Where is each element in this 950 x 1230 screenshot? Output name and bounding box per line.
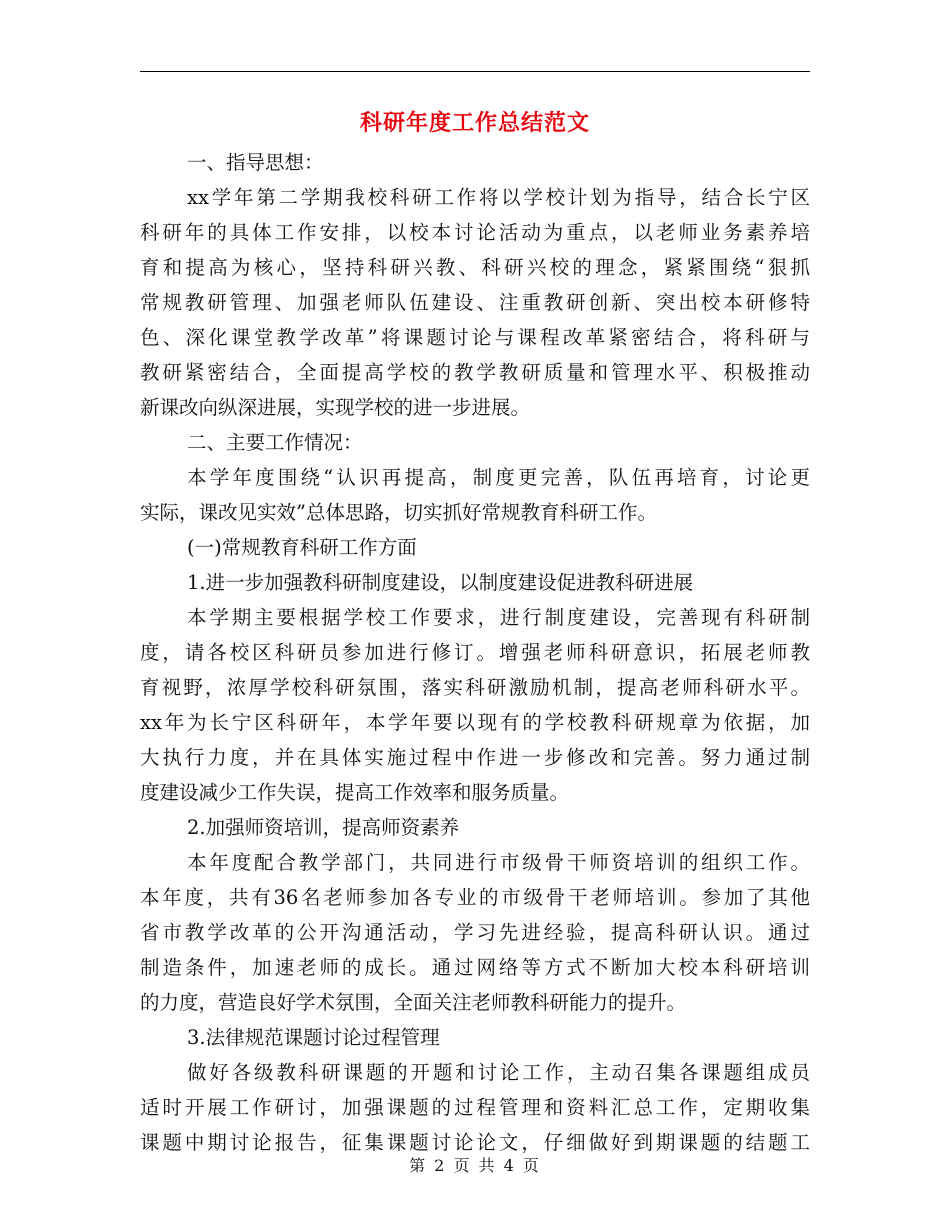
- header-rule: [140, 71, 810, 72]
- text-line: 的力度，营造良好学术氛围，全面关注老师教科研能力的提升。: [140, 991, 687, 1014]
- text-line: 色、深化课堂教学改革”将课题讨论与课程改革紧密结合，将科研与: [140, 326, 810, 349]
- text-line: 1.进一步加强教科研制度建设，以制度建设促进教科研进展: [187, 571, 694, 594]
- text-line: xx年为长宁区科研年，本学年要以现有的学校教科研规章为依据，加: [140, 711, 810, 734]
- text-line: 本学期主要根据学校工作要求，进行制度建设，完善现有科研制: [187, 606, 810, 629]
- text-line: 科研年的具体工作安排，以校本讨论活动为重点，以老师业务素养培: [140, 221, 810, 244]
- text-line: 本学年度围绕“认识再提高，制度更完善，队伍再培育，讨论更: [187, 466, 810, 489]
- text-line: 育视野，浓厚学校科研氛围，落实科研激励机制，提高老师科研水平。: [140, 676, 810, 699]
- text-line: 做好各级教科研课题的开题和讨论工作，主动召集各课题组成员: [187, 1061, 810, 1084]
- text-line: xx学年第二学期我校科研工作将以学校计划为指导，结合长宁区: [187, 186, 810, 209]
- text-line: 度建设减少工作失误，提高工作效率和服务质量。: [140, 781, 570, 804]
- text-line: 二、主要工作情况：: [187, 431, 363, 454]
- page-number: 第 2 页 共 4 页: [409, 1156, 541, 1175]
- text-line: 常规教研管理、加强老师队伍建设、注重教研创新、突出校本研修特: [140, 291, 810, 314]
- document-body: [140, 145, 810, 1160]
- text-line: 大执行力度，并在具体实施过程中作进一步修改和完善。努力通过制: [140, 746, 810, 769]
- text-line: 课题中期讨论报告，征集课题讨论论文，仔细做好到期课题的结题工: [140, 1131, 810, 1154]
- text-line: 教研紧密结合，全面提高学校的教学教研质量和管理水平、积极推动: [140, 361, 810, 384]
- text-line: 适时开展工作研讨，加强课题的过程管理和资料汇总工作，定期收集: [140, 1096, 810, 1119]
- text-line: 3.法律规范课题讨论过程管理: [187, 1026, 440, 1049]
- text-line: (一)常规教育科研工作方面: [187, 536, 417, 559]
- text-line: 本年度配合教学部门，共同进行市级骨干师资培训的组织工作。: [187, 851, 810, 874]
- document-title: 科研年度工作总结范文: [359, 110, 590, 136]
- text-line: 实际，课改见实效”总体思路，切实抓好常规教育科研工作。: [140, 501, 657, 524]
- text-line: 2.加强师资培训，提高师资素养: [187, 816, 460, 839]
- text-line: 度，请各校区科研员参加进行修订。增强老师科研意识，拓展老师教: [140, 641, 810, 664]
- text-line: 省市教学改革的公开沟通活动，学习先进经验，提高科研认识。通过: [140, 921, 810, 944]
- text-line: 育和提高为核心，坚持科研兴教、科研兴校的理念，紧紧围绕“狠抓: [140, 256, 810, 279]
- text-line: 制造条件，加速老师的成长。通过网络等方式不断加大校本科研培训: [140, 956, 810, 979]
- text-line: 新课改向纵深进展，实现学校的进一步进展。: [140, 396, 531, 419]
- text-line: 本年度，共有36名老师参加各专业的市级骨干老师培训。参加了其他: [140, 886, 810, 909]
- text-line: 一、指导思想：: [187, 151, 324, 174]
